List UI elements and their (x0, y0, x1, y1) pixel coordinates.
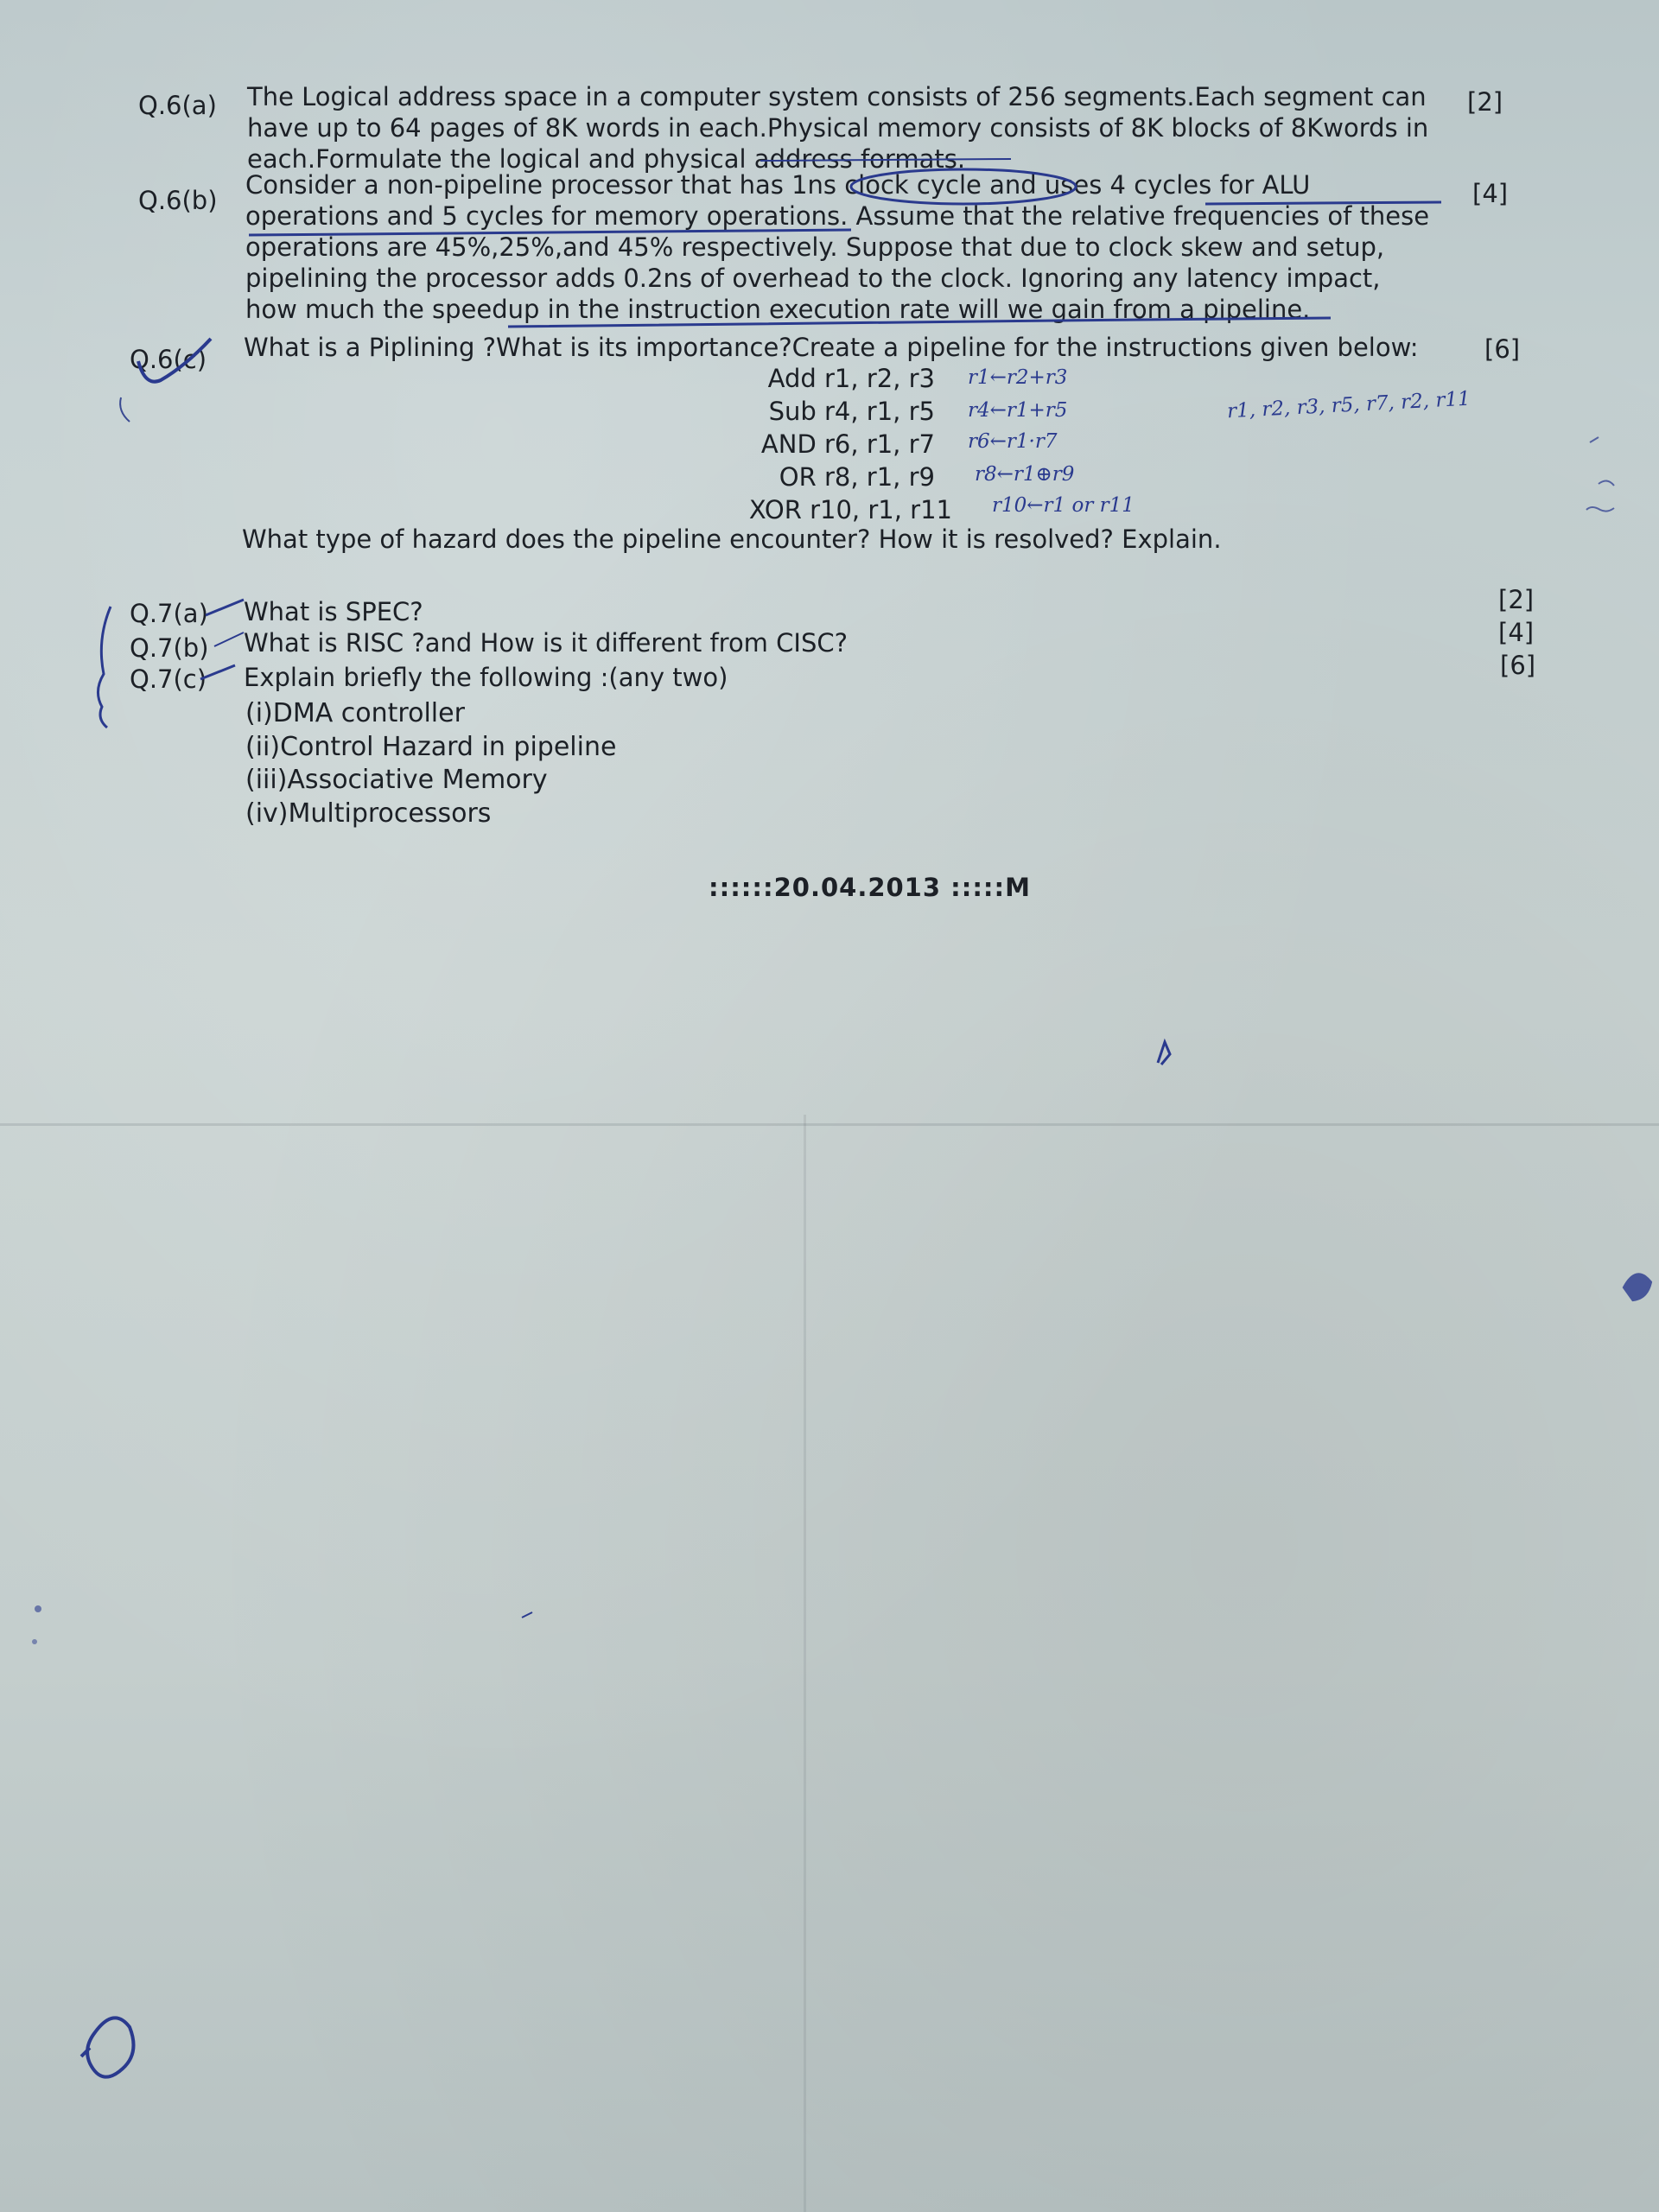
handwritten-note-1: r1←r2+r3 (968, 366, 1068, 389)
instruction-2: Sub r4, r1, r5 (768, 397, 935, 426)
q7c-item-1: (i)DMA controller (245, 698, 465, 728)
q7a-label: Q.7(a) (130, 599, 208, 628)
ink-dot-left-2 (32, 1639, 37, 1644)
q6c-followup-text: What type of hazard does the pipeline encounter? How it is resolved? Explain. (242, 524, 1222, 554)
ink-brace-q7 (98, 607, 111, 728)
q7c-item-4: (iv)Multiprocessors (245, 798, 492, 829)
ink-strike-q7b (214, 632, 244, 646)
handwritten-note-4: r8←r1⊕r9 (975, 463, 1075, 486)
ink-stray-mark-center (1158, 1042, 1170, 1065)
handwritten-note-2: r4←r1+r5 (968, 399, 1068, 422)
ink-margin-scribble (1586, 437, 1614, 512)
q7c-item-2: (ii)Control Hazard in pipeline (245, 732, 617, 762)
q7a-marks: [2] (1498, 585, 1535, 614)
ink-circle-clock-cycle (851, 169, 1076, 204)
ink-tick-q6c (138, 339, 211, 382)
q6b-line-2: operations and 5 cycles for memory operations. Assume that the relative frequencies of these (245, 201, 1430, 231)
ink-arc-left (120, 397, 130, 422)
q6c-line-1: What is a Piplining ?What is its importance?Create a pipeline for the instructions given below: (244, 333, 1419, 362)
q6c-label: Q.6(c) (130, 345, 207, 374)
ink-underline-memory (249, 230, 851, 235)
q6a-line-3: each.Formulate the logical and physical address formats. (247, 144, 966, 174)
ink-strike-q7c (200, 665, 235, 679)
ink-underline-alu (1205, 202, 1441, 204)
ink-underline-instruction-rate (508, 318, 1331, 327)
q6b-line-4: pipelining the processor adds 0.2ns of overhead to the clock. Ignoring any latency impact, (245, 264, 1381, 293)
handwritten-note-5: r10←r1 or r11 (992, 494, 1135, 517)
instruction-3: AND r6, r1, r7 (760, 429, 935, 459)
instruction-1: Add r1, r2, r3 (767, 364, 935, 393)
q6a-marks: [2] (1467, 87, 1503, 117)
q6c-marks: [6] (1484, 334, 1521, 364)
q7a-question: What is SPEC? (244, 597, 423, 626)
instruction-5: XOR r10, r1, r11 (748, 495, 952, 524)
ink-underline-formats (760, 159, 1011, 161)
q6b-marks: [4] (1472, 179, 1509, 208)
ink-stray-mark-bottom-left (81, 2018, 134, 2076)
q6b-line-5: how much the speedup in the instruction execution rate will we gain from a pipeline. (245, 295, 1311, 324)
q7c-item-3: (iii)Associative Memory (245, 765, 548, 795)
ink-dot-left-1 (35, 1605, 41, 1612)
ink-stray-mark-right (1624, 1274, 1650, 1300)
instruction-4: OR r8, r1, r9 (779, 462, 935, 492)
q7c-question: Explain briefly the following :(any two) (244, 663, 728, 692)
q6a-label: Q.6(a) (138, 91, 217, 120)
ink-stray-mark-small (522, 1612, 532, 1618)
footer-date: ::::::20.04.2013 :::::M (709, 873, 1031, 902)
q7b-label: Q.7(b) (130, 633, 209, 663)
q7c-marks: [6] (1500, 651, 1536, 680)
handwritten-note-3: r6←r1·r7 (968, 430, 1058, 453)
q6a-line-2: have up to 64 pages of 8K words in each.Physical memory consists of 8K blocks of 8Kwords in (247, 113, 1429, 143)
ink-strike-q7a (206, 600, 244, 615)
q6a-line-1: The Logical address space in a computer system consists of 256 segments.Each segment can (247, 82, 1427, 111)
q6b-line-3: operations are 45%,25%,and 45% respectively. Suppose that due to clock skew and setup, (245, 232, 1385, 262)
q6b-line-1: Consider a non-pipeline processor that has 1ns clock cycle and uses 4 cycles for ALU (245, 170, 1311, 200)
handwritten-register-list: r1, r2, r3, r5, r7, r2, r11 (1226, 387, 1471, 423)
q7b-marks: [4] (1498, 618, 1535, 647)
q7b-question: What is RISC ?and How is it different from CISC? (244, 628, 849, 658)
q7c-label: Q.7(c) (130, 664, 207, 694)
q6b-label: Q.6(b) (138, 186, 218, 215)
